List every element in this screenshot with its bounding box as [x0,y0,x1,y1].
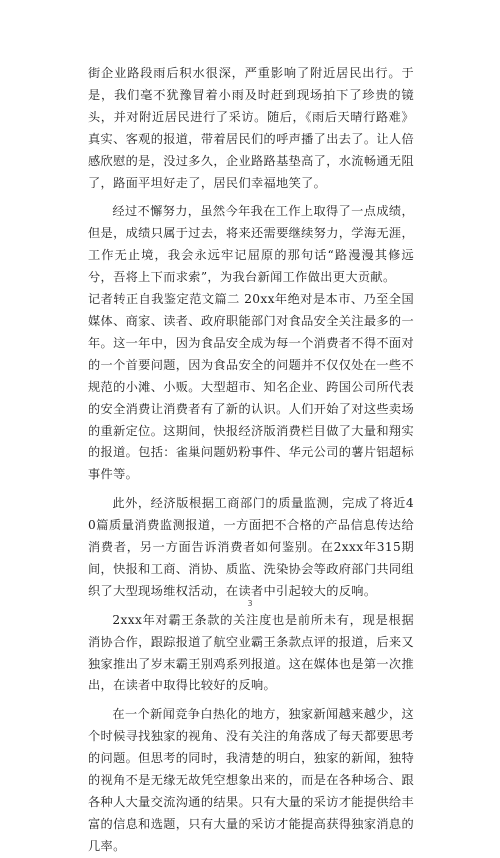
paragraph-future-effort: 经过不懈努力，虽然今年我在工作上取得了一点成绩，但是，成绩只属于过去，将来还需要继续努力，学海无涯，工作无止境，我会永远牢记屈原的那句话“路漫漫其修远兮，吾将上下而求索”，为我台新闻工作做出更大贡献。 [88,204,414,285]
paragraph-quality-monitoring: 此外，经济版根据工商部门的质量监测，完成了将近40篇质量消费监测报道，一方面把不合格的产品信息传达给消费者，另一方面告诉消费者如何鉴别。在2xxx年315期间，快报和工商、消协、质监、洗染协会等政府部门共同组织了大型现场维权活动，在读者中引起较大的反响。 [88,496,414,598]
paragraph-food-safety: 记者转正自我鉴定范文篇二 20xx年绝对是本市、乃至全国媒体、商家、读者、政府职能部门对食品安全关注最多的一年。这一年中，因为食品安全成为每一个消费者不得不面对的一个首要问题，因为食品安全的问题并不仅仅处在一些不规范的小滩、小贩。大型超市、知名企业、跨国公司所代表的安全消费让消费者有了新的认识。人们开始了对这些卖场的重新定位。这期间，快报经济版消费栏目做了大量和翔实的报道。包括：雀巢问题奶粉事件、华元公司的薯片铝超标事件等。 [88,292,414,482]
document-body [88,63,414,858]
paragraph-flood-report: 街企业路段雨后积水很深，严重影响了附近居民出行。于是，我们毫不犹豫冒着小雨及时赶到现场拍下了珍贵的镜头，并对附近居民进行了采访。随后，《雨后天晴行路难》真实、客观的报道，带着居民们的呼声播了出去了。让人倍感欣慰的是，没过多久，企业路路基垫高了，水流畅通无阻了，路面平坦好走了，居民们幸福地笑了。 [88,66,414,190]
paragraph-unfair-terms: 2xxx年对霸王条款的关注度也是前所未有，现是根据消协合作，跟踪报道了航空业霸王条款点评的报道，后来又独家推出了岁末霸王别鸡系列报道。这在媒体也是第一次推出，在读者中取得比较好的反响。 [88,612,414,693]
page-number: 3 [247,599,253,608]
paragraph-exclusive-news: 在一个新闻竞争白热化的地方，独家新闻越来越少，这个时候寻找独家的视角、没有关注的角落成了每天都要思考的问题。但思考的同时，我清楚的明白，独家的新闻，独特的视角不是无缘无故凭空想象出来的，而是在各种场合、跟各种人大量交流沟通的结果。只有大量的采访才能提供给丰富的信息和选题，只有大量的采访才能提高获得独家消息的几率。 [88,707,414,853]
